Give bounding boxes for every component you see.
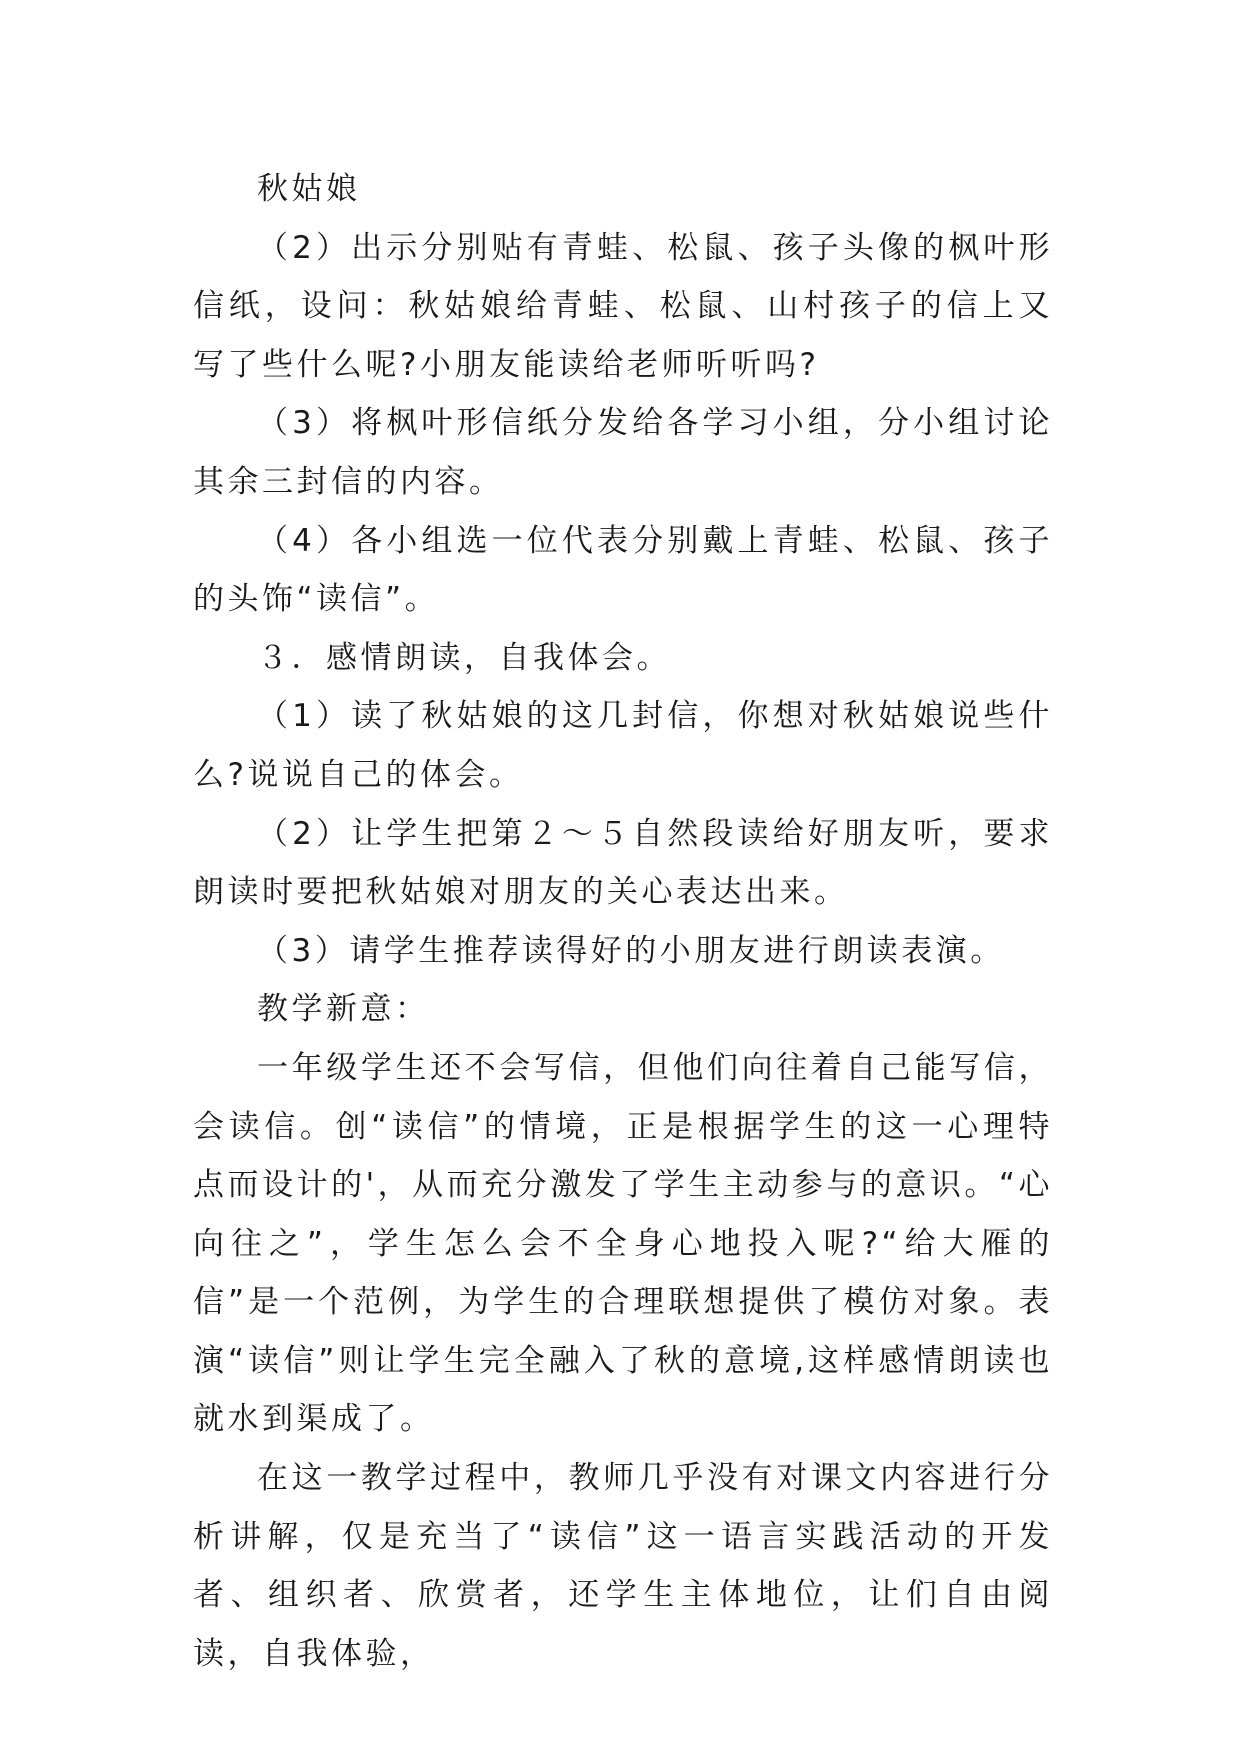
section-heading-emotional-reading: ３．感情朗读，自我体会。 bbox=[257, 639, 671, 676]
heading-teaching-innovation: 教学新意： bbox=[257, 991, 430, 1028]
paragraph-reading-3: （3）请学生推荐读得好的小朋友进行朗读表演。 bbox=[257, 932, 1005, 969]
paragraph-qiu-guniang: 秋姑娘 bbox=[257, 171, 361, 207]
paragraph-reading-2: （2）让学生把第２～５自然段读给好朋友听，要求朗读时要把秋姑娘对朋友的关心表达出来。 bbox=[193, 815, 1053, 911]
paragraph-reading-1: （1）读了秋姑娘的这几封信，你想对秋姑娘说些什么?说说自己的体会。 bbox=[193, 698, 1053, 793]
document-body bbox=[193, 160, 1053, 1683]
paragraph-teaching-process: 在这一教学过程中，教师几乎没有对课文内容进行分析讲解，仅是充当了“读信”这一语言实践活动的开发者、组织者、欣赏者，还学生主体地位，让们自由阅读，自我体验， bbox=[193, 1460, 1053, 1672]
paragraph-step-3-group-discussion: （3）将枫叶形信纸分发给各学习小组，分小组讨论其余三封信的内容。 bbox=[193, 405, 1053, 500]
paragraph-innovation-body: 一年级学生还不会写信，但他们向往着自己能写信，会读信。创“读信”的情境，正是根据学生的这一心理特点而设计的'，从而充分激发了学生主动参与的意识。“心向往之”，学生怎么会不全身心地投入呢?“给大雁的信”是一个范例，为学生的合理联想提供了模仿对象。表演“读信”则让学生完全融入了秋的意境,这样感情朗读也就水到渠成了。 bbox=[193, 1049, 1053, 1438]
paragraph-step-4-read-letters: （4）各小组选一位代表分别戴上青蛙、松鼠、孩子的头饰“读信”。 bbox=[193, 522, 1053, 618]
paragraph-step-2-maple-letters: （2）出示分别贴有青蛙、松鼠、孩子头像的枫叶形信纸，设问：秋姑娘给青蛙、松鼠、山村孩子的信上又写了些什么呢?小朋友能读给老师听听吗? bbox=[193, 229, 1053, 383]
